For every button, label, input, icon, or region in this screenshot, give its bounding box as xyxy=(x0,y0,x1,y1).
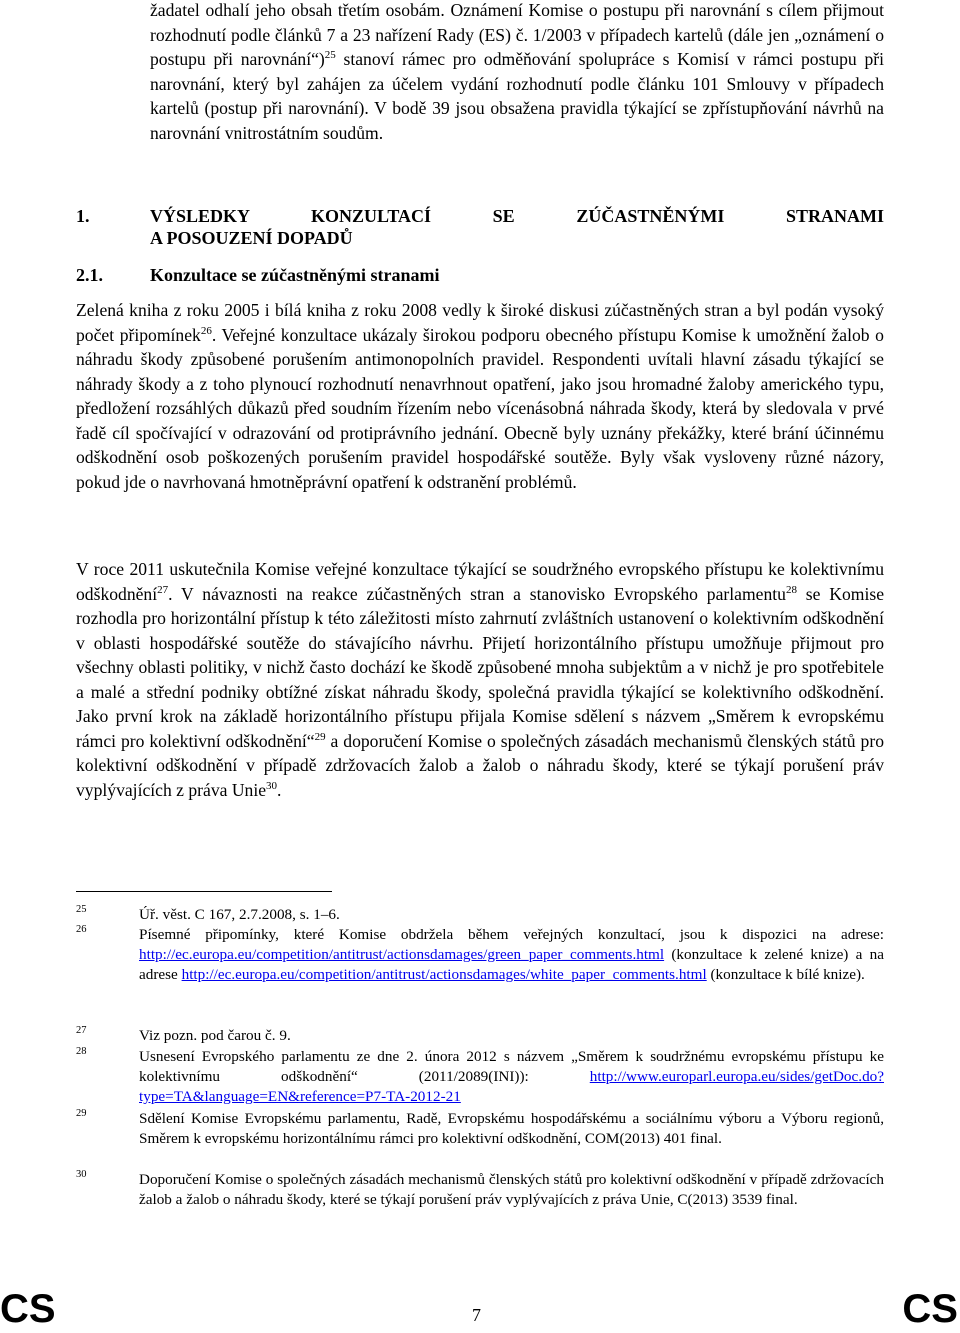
footer-language-left: CS xyxy=(0,1287,56,1331)
footnote-number: 30 xyxy=(76,1169,87,1180)
footnote-26-text-b: (konzultace k zelené knize) a na adrese xyxy=(139,946,884,983)
para2-text-e: . xyxy=(277,779,282,800)
green-paper-comments-link[interactable]: http://ec.europa.eu/competition/antitrust/actionsdamages/green_paper_comments.html xyxy=(139,946,665,963)
page-number: 7 xyxy=(472,1305,481,1325)
footnote-text: Viz pozn. pod čarou č. 9. xyxy=(139,1027,291,1044)
europarl-resolution-link[interactable]: http://www.europarl.europa.eu/sides/getDoc.do?type=TA&language=EN&reference=P7-TA-2012-21 xyxy=(139,1068,884,1105)
footnote-ref-27[interactable]: 27 xyxy=(157,583,169,596)
intro-text-continued: stanoví rámec pro odměňování spolupráce s Komisí v rámci postupu při narovnání, který byl zahájen za účelem vydání rozhodnutí podle článku 101 Smlouvy v případech kartelů (postup při narovnání). V bodě 39 jsou obsažena pravidla týkající se zpřístupňování návrhů na narovnání vnitrostátním soudům. xyxy=(150,49,885,143)
footnote-26-text-c: (konzultace k bílé knize). xyxy=(706,966,865,983)
section-title-line2: A POSOUZENÍ DOPADŮ xyxy=(150,228,353,248)
white-paper-comments-link[interactable]: http://ec.europa.eu/competition/antitrust/actionsdamages/white_paper_comments.html xyxy=(181,966,707,983)
footer-language-right: CS xyxy=(902,1287,958,1331)
para2-text-d: a doporučení Komise o společných zásadách mechanismů členských států pro kolektivní odškodnění v případě zdržovacích žalob a žalob o náhradu škody, které se týkají porušení práv vyplývajících z práva Unie xyxy=(76,730,884,800)
footnote-ref-28[interactable]: 28 xyxy=(785,583,797,596)
intro-text: žadatel odhalí jeho obsah třetím osobám. Oznámení Komise o postupu při narovnání s cílem přijmout rozhodnutí podle článků 7 a 23 nařízení Rady (ES) č. 1/2003 v případech kartelů (dále jen „oznámení o postupu při narovnání“) xyxy=(150,0,884,69)
footnote-ref-25[interactable]: 25 xyxy=(324,49,336,62)
footnote-number: 28 xyxy=(76,1046,87,1057)
subsection-title: Konzultace se zúčastněnými stranami xyxy=(150,265,440,285)
footnote-number: 29 xyxy=(76,1108,87,1119)
subsection-number: 2.1. xyxy=(76,265,103,285)
intro-paragraph xyxy=(150,0,884,145)
paragraph-collective-redress xyxy=(76,557,884,802)
footnote-text: Úř. věst. C 167, 2.7.2008, s. 1–6. xyxy=(139,906,340,923)
para1-text-b: . Veřejné konzultace ukázaly širokou podporu obecného přístupu Komise k umožnění žalob o náhradu škody způsobené porušením antimonopolních pravidel. Respondenti uvítali hlavní zásadu týkající se náhrady škody a z toho plynoucí rozhodnutí nenavrhnout opatření, jako jsou hromadné žaloby amerického typu, předložení rozsáhlých důkazů před soudním řízením nebo vícenásobná náhrada škody, která by sledovala v prvé řadě cíl spočívající v odrazování od protiprávního jednání. Obecně byly uznány překážky, které brání účinnému odškodnění osob poškozených porušením pravidel hospodářské soutěže. Byly však vysloveny různé názory, pokud jde o navrhovaná hmotněprávní opatření k odstranění problémů. xyxy=(76,324,884,492)
para2-text-c: se Komise rozhodla pro horizontální přístup k této záležitosti místo zahrnutí zvláštních ustanovení o kolektivním odškodnění v oblasti hospodářské soutěže do stávajícího návrhu. Přijetí horizontálního přístupu umožňuje přijmout pro všechny oblasti politiky, v nichž často dochází ke škodě způsobené mnoha subjektům a v nichž je pro spotřebitele a malé a střední podniky obtížné získat náhradu škody, společná pravidla týkající se kolektivního odškodnění. Jako první krok na základě horizontálního přístupu přijala Komise sdělení s názvem „Směrem k evropskému rámci pro kolektivní odškodnění“ xyxy=(76,583,885,751)
section-number: 1. xyxy=(76,206,90,226)
para2-text-b: . V návaznosti na reakce zúčastněných stran a stanovisko Evropského parlamentu xyxy=(168,583,786,604)
footnote-number: 25 xyxy=(76,904,87,915)
footnote-ref-29[interactable]: 29 xyxy=(314,730,326,743)
footnote-text xyxy=(139,1047,884,1107)
para2-text-a: V roce 2011 uskutečnila Komise veřejné konzultace týkající se soudržného evropského přístupu ke kolektivnímu odškodnění xyxy=(76,559,884,604)
footnote-text xyxy=(139,925,884,985)
footnote-26-text-a: Písemné připomínky, které Komise obdržela během veřejných konzultací, jsou k dispozici na adrese: xyxy=(139,926,884,943)
section-title-line1: VÝSLEDKY KONZULTACÍ SE ZÚČASTNĚNÝMI STRANAMI xyxy=(150,206,884,226)
paragraph-consultations xyxy=(76,298,884,494)
footnote-ref-26[interactable]: 26 xyxy=(200,324,212,337)
para1-text-a: Zelená kniha z roku 2005 i bílá kniha z roku 2008 vedly k široké diskusi zúčastněných stran a byl podán vysoký počet připomínek xyxy=(76,300,884,345)
footnote-28-text: Usnesení Evropského parlamentu ze dne 2. února 2012 s názvem „Směrem k soudržnému evropskému přístupu ke kolektivnímu odškodnění“ (2011/2089(INI)): xyxy=(139,1048,884,1085)
footnote-text: Sdělení Komise Evropskému parlamentu, Radě, Evropskému hospodářskému a sociálnímu výboru a Výboru regionů, Směrem k evropskému horizontálnímu rámci pro kolektivní odškodnění, COM(2013) 401 final. xyxy=(139,1110,884,1147)
footnote-number: 26 xyxy=(76,924,87,935)
footnote-number: 27 xyxy=(76,1025,87,1036)
subsection-heading-2-1 xyxy=(76,264,440,286)
footnote-separator xyxy=(76,891,332,892)
footnote-text: Doporučení Komise o společných zásadách mechanismů členských států pro kolektivní odškodnění v případě zdržovacích žalob a žalob o náhradu škody, které se týkají porušení práv vyplývajících z práva Unie, C(2013) 3539 final. xyxy=(139,1171,884,1208)
footnote-ref-30[interactable]: 30 xyxy=(266,779,278,792)
